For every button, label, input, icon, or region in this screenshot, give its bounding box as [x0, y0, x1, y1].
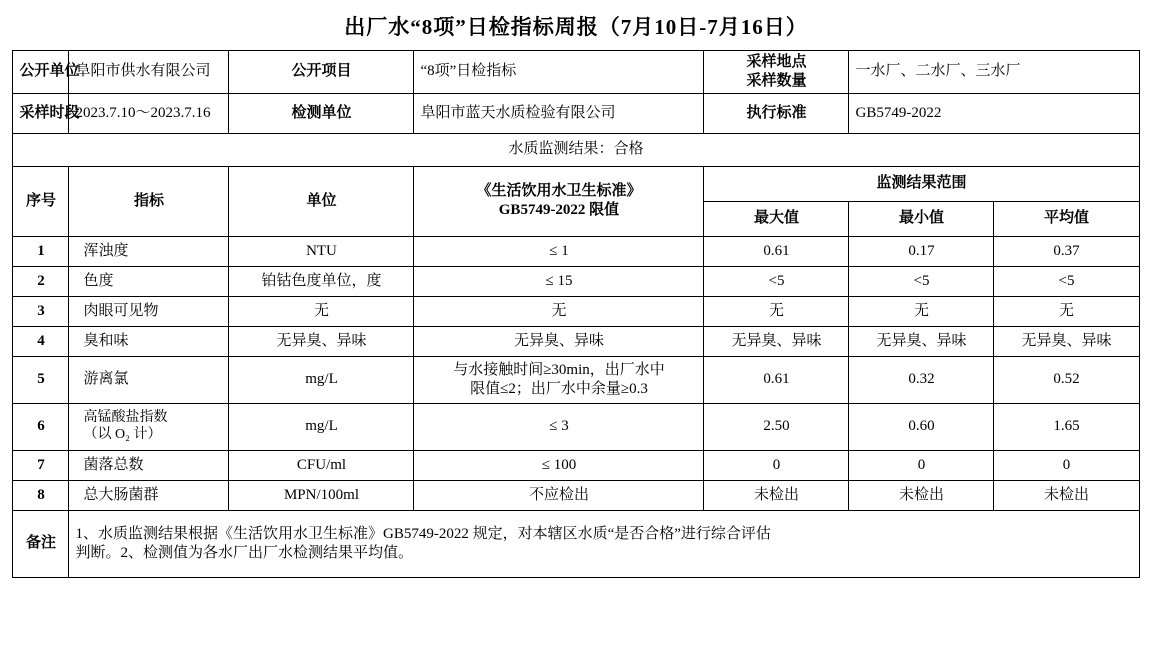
- row-limit: 无异臭、异味: [414, 326, 704, 356]
- notes-line-2: 判断。2、检测值为各水厂出厂水检测结果平均值。: [75, 544, 413, 561]
- table-row: [13, 356, 1139, 403]
- row-min: 无异臭、异味: [849, 326, 994, 356]
- table-row: [13, 236, 1139, 266]
- row-max: 未检出: [704, 480, 849, 510]
- row-limit: ≤ 1: [414, 236, 704, 266]
- col-min: 最小值: [849, 201, 994, 236]
- row-index: 6: [13, 403, 69, 450]
- row-indicator: 菌落总数: [69, 450, 229, 480]
- row-max: 无: [704, 296, 849, 326]
- column-header-row-1: [13, 166, 1139, 201]
- col-indicator: 指标: [69, 166, 229, 236]
- row-avg: 0.37: [994, 236, 1139, 266]
- project-value: “8项”日检指标: [414, 51, 704, 94]
- row-index: 1: [13, 236, 69, 266]
- row-unit: mg/L: [229, 356, 414, 403]
- row-indicator-line1: 高锰酸盐指数: [83, 409, 168, 425]
- row-min: 0.32: [849, 356, 994, 403]
- notes-label: 备注: [13, 510, 69, 577]
- row-indicator: 总大肠菌群: [69, 480, 229, 510]
- testing-org-label: 检测单位: [229, 93, 414, 133]
- col-max: 最大值: [704, 201, 849, 236]
- table-row: [13, 480, 1139, 510]
- notes-content: [69, 510, 1139, 577]
- result-summary-row: [13, 133, 1139, 166]
- row-avg: 未检出: [994, 480, 1139, 510]
- row-max: <5: [704, 266, 849, 296]
- row-max: 0: [704, 450, 849, 480]
- row-limit: [414, 356, 704, 403]
- row-indicator: 肉眼可见物: [69, 296, 229, 326]
- col-unit: 单位: [229, 166, 414, 236]
- notes-row: [13, 510, 1139, 577]
- testing-org-value: 阜阳市蓝天水质检验有限公司: [414, 93, 704, 133]
- col-range-group: 监测结果范围: [704, 166, 1139, 201]
- row-max: 0.61: [704, 236, 849, 266]
- page-title: 出厂水“8项”日检指标周报（7月10日-7月16日）: [344, 15, 808, 39]
- row-indicator: 浑浊度: [69, 236, 229, 266]
- row-max: 2.50: [704, 403, 849, 450]
- row-max: 无异臭、异味: [704, 326, 849, 356]
- standard-label: 执行标准: [704, 93, 849, 133]
- row-limit: 无: [414, 296, 704, 326]
- row-unit: CFU/ml: [229, 450, 414, 480]
- row-min: 0.17: [849, 236, 994, 266]
- row-unit: 无异臭、异味: [229, 326, 414, 356]
- row-max: 0.61: [704, 356, 849, 403]
- period-value: 2023.7.10～2023.7.16: [69, 93, 229, 133]
- notes-line-1: 1、水质监测结果根据《生活饮用水卫生标准》GB5749-2022 规定，对本辖区水质“是否合格”进行综合评估: [75, 525, 771, 542]
- row-unit: mg/L: [229, 403, 414, 450]
- row-avg: 1.65: [994, 403, 1139, 450]
- table-row: [13, 326, 1139, 356]
- row-limit: 不应检出: [414, 480, 704, 510]
- row-unit: 铂钴色度单位，度: [229, 266, 414, 296]
- unit-value: 阜阳市供水有限公司: [69, 51, 229, 94]
- col-limit: [414, 166, 704, 236]
- row-limit: ≤ 100: [414, 450, 704, 480]
- sampling-site-value: 一水厂、二水厂、三水厂: [849, 51, 1139, 94]
- row-indicator: 游离氯: [69, 356, 229, 403]
- row-unit: 无: [229, 296, 414, 326]
- row-limit-line1: 与水接触时间≥30min，出厂水中: [453, 361, 665, 378]
- col-limit-line1: 《生活饮用水卫生标准》: [476, 183, 642, 200]
- row-min: 0.60: [849, 403, 994, 450]
- col-limit-line2: GB5749-2022 限值: [498, 202, 620, 218]
- row-limit: ≤ 15: [414, 266, 704, 296]
- row-indicator: [69, 403, 229, 450]
- row-index: 8: [13, 480, 69, 510]
- header-row-2: [13, 93, 1139, 133]
- row-avg: <5: [994, 266, 1139, 296]
- row-avg: 无: [994, 296, 1139, 326]
- table-row: [13, 296, 1139, 326]
- row-indicator: 色度: [69, 266, 229, 296]
- row-limit-line2: 限值≤2；出厂水中余量≥0.3: [470, 380, 648, 397]
- sampling-site-label-line2: 采样数量: [746, 72, 807, 89]
- table-row: [13, 266, 1139, 296]
- row-min: 未检出: [849, 480, 994, 510]
- row-avg: 0.52: [994, 356, 1139, 403]
- row-avg: 无异臭、异味: [994, 326, 1139, 356]
- row-avg: 0: [994, 450, 1139, 480]
- project-label: 公开项目: [229, 51, 414, 94]
- result-summary: 水质监测结果：合格: [13, 133, 1139, 166]
- row-index: 2: [13, 266, 69, 296]
- unit-label: 公开单位: [13, 51, 69, 94]
- sampling-site-label-line1: 采样地点: [746, 54, 807, 70]
- row-min: <5: [849, 266, 994, 296]
- col-avg: 平均值: [994, 201, 1139, 236]
- water-quality-report-table: [12, 50, 1139, 578]
- table-row: [13, 450, 1139, 480]
- row-index: 5: [13, 356, 69, 403]
- row-unit: NTU: [229, 236, 414, 266]
- row-min: 无: [849, 296, 994, 326]
- period-label: 采样时段: [13, 93, 69, 133]
- row-index: 3: [13, 296, 69, 326]
- row-unit: MPN/100ml: [229, 480, 414, 510]
- col-index: 序号: [13, 166, 69, 236]
- table-row: [13, 403, 1139, 450]
- sampling-site-label: [704, 51, 849, 94]
- header-row-1: [13, 51, 1139, 94]
- row-min: 0: [849, 450, 994, 480]
- row-index: 7: [13, 450, 69, 480]
- row-index: 4: [13, 326, 69, 356]
- row-indicator-line2: （以 O₂ 计）: [83, 426, 162, 442]
- standard-value: GB5749-2022: [849, 93, 1139, 133]
- row-limit: ≤ 3: [414, 403, 704, 450]
- row-indicator: 臭和味: [69, 326, 229, 356]
